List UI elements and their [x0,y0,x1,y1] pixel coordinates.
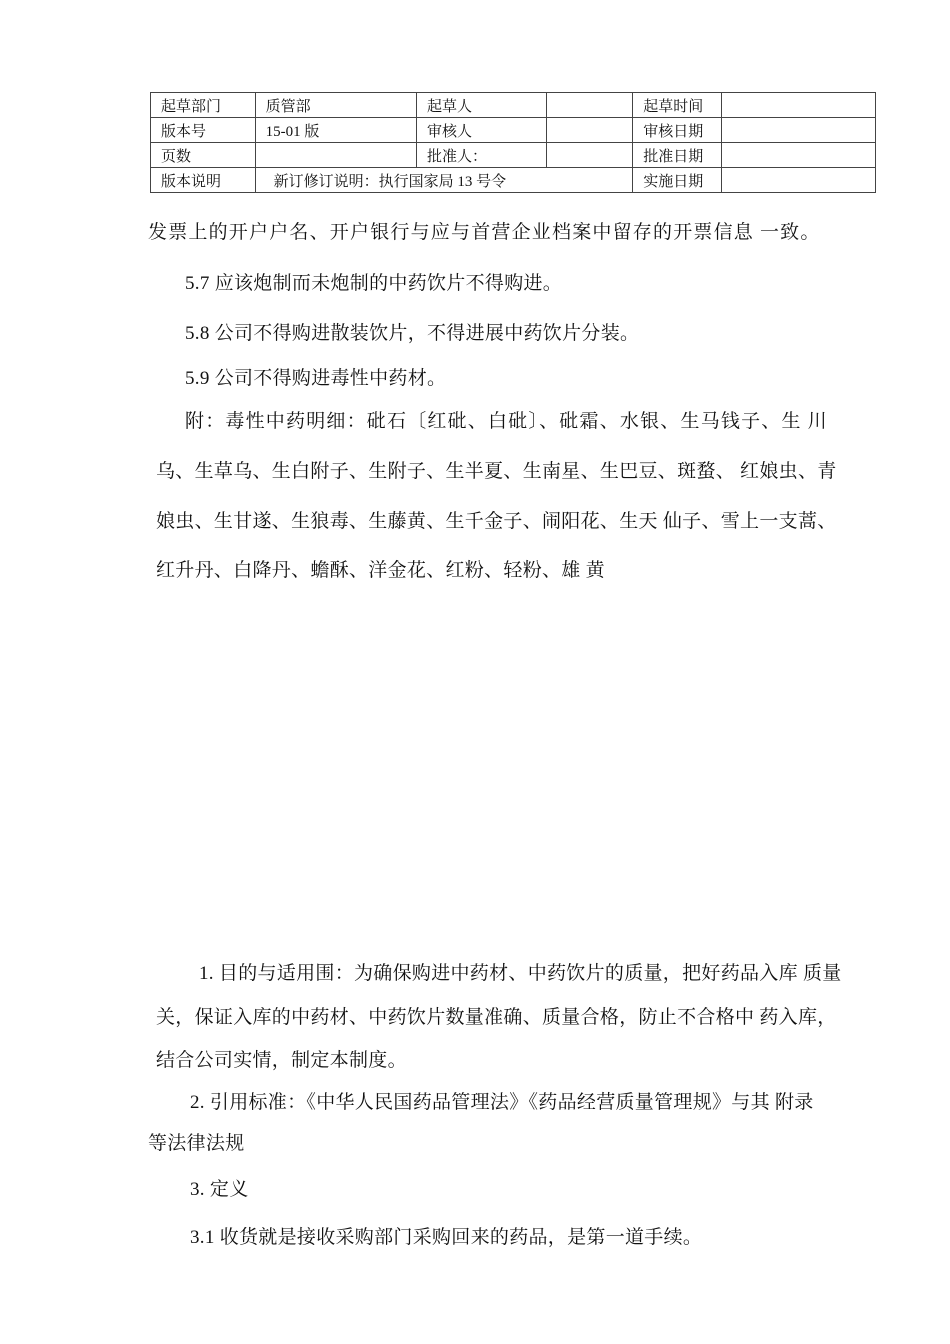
table-row [151,168,876,193]
value-approver [546,143,632,168]
toxic-herb-list-line-1: 附：毒性中药明细：砒石〔红砒、白砒〕、砒霜、水银、生马钱子、生 川 [185,411,828,432]
label-version-note: 版本说明 [151,168,256,193]
label-drafting-time: 起草时间 [633,93,721,118]
toxic-herb-list-line-4: 红升丹、白降丹、蟾酥、洋金花、红粉、轻粉、雄 黄 [156,560,605,581]
table-row [151,118,876,143]
value-version-number: 15-01 版 [255,118,416,143]
value-review-date [721,118,875,143]
clause-5-7: 5.7 应该炮制而未炮制的中药饮片不得购进。 [185,273,563,294]
label-reviewer: 审核人 [417,118,547,143]
label-version-number: 版本号 [151,118,256,143]
value-page-count [255,143,416,168]
label-approver: 批准人： [417,143,547,168]
value-drafter [546,93,632,118]
toxic-herb-list-line-2: 乌、生草乌、生白附子、生附子、生半夏、生南星、生巴豆、斑蝥、 红娘虫、青 [156,461,837,482]
table-row [151,93,876,118]
value-drafting-department: 质管部 [255,93,416,118]
label-approval-date: 批准日期 [633,143,721,168]
value-effective-date [721,168,875,193]
value-approval-date [721,143,875,168]
value-reviewer [546,118,632,143]
document-header-table [150,92,876,193]
label-page-count: 页数 [151,143,256,168]
clause-5-8: 5.8 公司不得购进散装饮片，不得进展中药饮片分装。 [185,323,640,344]
label-effective-date: 实施日期 [633,168,721,193]
toxic-herb-list-line-3: 娘虫、生甘遂、生狼毒、生藤黄、生千金子、闹阳花、生天 仙子、雪上一支蒿、 [156,511,837,532]
value-drafting-time [721,93,875,118]
definition-3-1: 3.1 收货就是接收采购部门采购回来的药品，是第一道手续。 [190,1227,703,1248]
invoice-info-paragraph: 发票上的开户户名、开户银行与应与首营企业档案中留存的开票信息 一致。 [148,222,821,243]
purpose-scope-line-2: 关，保证入库的中药材、中药饮片数量准确、质量合格，防止不合格中 药入库， [156,1007,837,1028]
definition-heading: 3. 定义 [190,1179,249,1200]
purpose-scope-line-3: 结合公司实情，制定本制度。 [156,1050,407,1071]
label-drafting-department: 起草部门 [151,93,256,118]
purpose-scope-line-1: 1. 目的与适用围：为确保购进中药材、中药饮片的质量，把好药品入库 质量 [199,963,842,984]
value-version-note: 新订修订说明：执行国家局 13 号令 [255,168,633,193]
label-drafter: 起草人 [417,93,547,118]
reference-standard-line-2: 等法律法规 [148,1133,245,1154]
table-row [151,143,876,168]
label-review-date: 审核日期 [633,118,721,143]
reference-standard-line-1: 2. 引用标准：《中华人民国药品管理法》《药品经营质量管理规》与其 附录 [190,1092,814,1113]
clause-5-9: 5.9 公司不得购进毒性中药材。 [185,368,447,389]
